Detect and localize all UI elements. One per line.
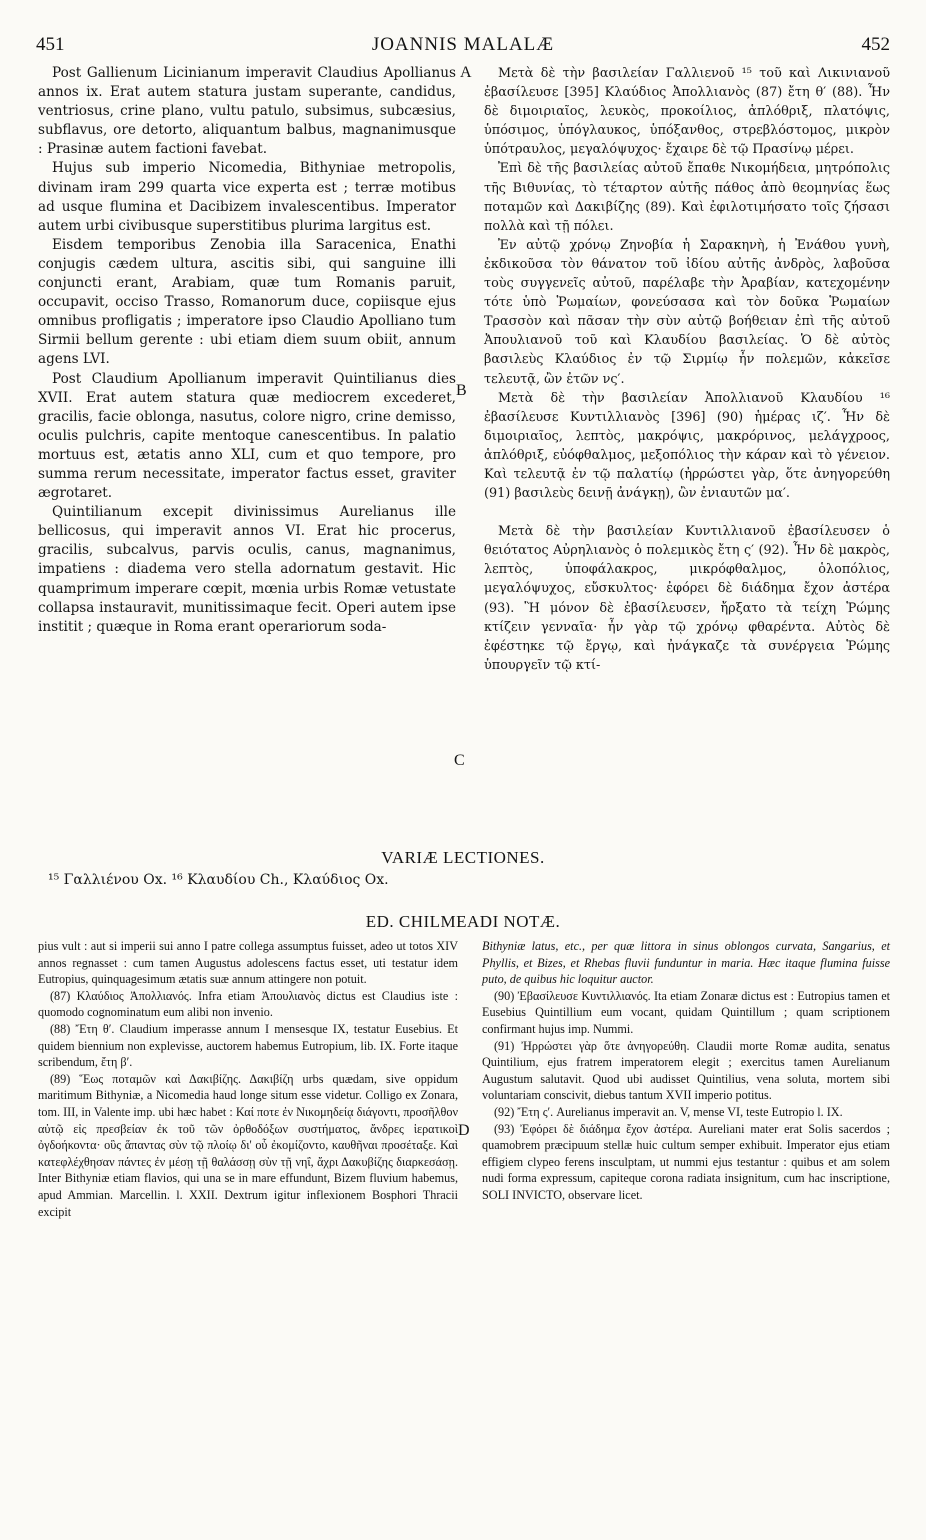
greek-column [484,64,890,675]
page-number-left: 451 [36,34,65,55]
page-number-right: 452 [861,34,890,55]
note-paragraph: (88) Ἔτη θ′. Claudium imperasse annum I mensesque IX, testatur Eusebius. Et quidem biennium non explevisse, auctorem habemus Eutropium, lib. IX. Forte itaque scribendum, ἔτη β′. [38,1021,458,1070]
margin-marker-d: D [458,1122,470,1139]
margin-marker-c: C [454,752,465,769]
greek-paragraph: Μετὰ δὲ τὴν βασιλείαν Γαλλιενοῦ ¹⁵ τοῦ καὶ Λικινιανοῦ ἐβασίλευσε [395] Κλαύδιος Ἀπολλιανὸς (87) ἔτη θ′ (88). Ἦν δὲ διμοιριαῖος, λευκὸς, προκοίλιος, ἁπλόθριξ, πλατόψις, ὑπόσιμος, ὑπόγλαυκος, ὑπόξανθος, στρεβλόστομος, μικρὸν ὑπότραυλος, μεγαλόψυχος· ἔχαιρε δὲ τῷ Πρασίνῳ μέρει. [484,66,890,158]
note-paragraph: (92) Ἔτη ς′. Aurelianus imperavit an. V, mense VI, teste Eutropio l. IX. [494,1104,843,1119]
notes-right-column [482,938,890,1204]
running-title: JOANNIS MALALÆ [371,34,555,55]
latin-paragraph: Post Gallienum Licinianum imperavit Claudius Apollianus annos ix. Erat autem statura justam superante, candidus, ventriosus, crine plano, vultu patulo, subsimus, subcæsius, subflavus, ore detorto, aliquantum balbus, magnanimusque : Prasinæ autem factioni favebat. [38,65,456,158]
margin-marker-a: A [460,64,472,81]
note-paragraph: (90) Ἐβασίλευσε Κυντιλλιανός. Ita etiam Zonaræ dictus est : Eutropius tamen et Eusebius Quintillium eum vocant, quidam Quintillum ; quam scriptionem confirmant hujus imp. Nummi. [482,988,890,1036]
variae-lectiones-heading: VARIÆ LECTIONES. [381,848,545,867]
note-paragraph: (89) Ἕως ποταμῶν καὶ Δακιβίζης. Δακιβίζη urbs quædam, sive oppidum maritimum Bithyniæ, a Nicomedia haud longe situm esse videtur. Colligo ex Zonara, tom. III, in Valente imp. ubi hæc habet : Καί ποτε ἐν Νικομηδείᾳ διάγοντι, προσῆλθον αὐτῷ εἰς πρεσβείαν ἐκ τοῦ τῶν ὀρθοδόξων συστήματος, ἄνδρες ἱερατικοὶ ὀγδοήκοντα· οὓς ἅπαντας σὺν τῷ πλοίῳ δι' οὗ ἐκομίζοντο, καυθῆναι προσέταξε. Καὶ κατεφλέχθησαν πάντες ἐν μέσῃ τῇ θαλάσσῃ σὺν τῇ νηΐ, ἄχρι Δακυβίζης διαρκεσάσῃ. Inter Bithyniæ etiam flavios, qui una se in mare effundunt, Bizem fluvium habemus, apud Ammian. Marcellin. l. XXII. Dextrum igitur inflexionem Bosphori Thracii excipit [38,1071,458,1219]
latin-paragraph: Hujus sub imperio Nicomedia, Bithyniae metropolis, divinam iram 299 quarta vice experta est ; terræ motibus ad usque flumina et Dacibizem invalescentibus. Imperator autem urbi civibusque superstitibus plurima largitus est. [38,160,456,234]
greek-paragraph: Μετὰ δὲ τὴν βασιλείαν Κυντιλλιανοῦ ἐβασίλευσεν ὁ θειότατος Αὐρηλιανὸς ὁ πολεμικὸς ἔτη ς′ (92). Ἦν δὲ μακρὸς, λεπτὸς, ὑποφάλακρος, μικρόφθαλμος, ὁλοπόλιος, μεγαλόψυχος, εὔσκυλτος· ἐφόρει δὲ διάδημα ἔχον ἀστέρα (93). Ἢ μόνον δὲ ἐβασίλευσεν, ἤρξατο τὰ τείχη Ῥώμης κτίζειν γενναῖα· ἦν γὰρ τῷ χρόνῳ φθαρέντα. Αὐτὸς δὲ ἐφέστηκε τῷ ἔργῳ, καὶ ἠνάγκαζε τὰ συνέργεια Ῥώμης ὑπουργεῖν τῷ κτί- [484,524,890,673]
variae-lectiones-line: ¹⁵ Γαλλιένου Ox. ¹⁶ Κλαυδίου Ch., Κλαύδιος Ox. [48,872,389,888]
note-paragraph: (93) Ἐφόρει δὲ διάδημα ἔχον ἀστέρα. Aureliani mater erat Solis sacerdos ; quamobrem præcipuum stellæ huic cultum semper exhibuit. Imperator ejus etiam effigiem clypeo ferens insculptam, ut nummi ejus testantur : quibus et am solem nudi forma expressum, capiteque corona radiata insignitum, cum hac inscriptione, SOLI INVICTO, observare licet. [482,1121,890,1202]
latin-paragraph: Eisdem temporibus Zenobia illa Saracenica, Enathi conjugis cædem ultura, ascitis sibi, qui sanguine illi conjuncti erant, Arabiam, quæ tum Romanis paruit, occupavit, occiso Trasso, Romanorum duce, copiisque ejus omnibus profligatis ; imperatore ipso Claudio Apolliano tum Sirmii bellum gerente : ubi etiam diem suum obiit, annum agens LVI. [38,236,456,368]
note-paragraph: (91) Ἠρρώστει γὰρ ὅτε ἀνηγορεύθη. Claudii morte Romæ audita, senatus Quintilium, ejus fratrem imperatorem elegit ; exercitus tamen Aurelianum Augustum salutavit. Quod ubi audisset Quintilius, vena soluta, mortem sibi voluntariam conscivit, diebus tantum XVII imperio potitus. [482,1038,890,1103]
latin-paragraph: Quintilianum excepit divinissimus Aurelianus ille bellicosus, qui imperavit annos VI. Erat hic procerus, gracilis, subcalvus, parvis oculis, canus, magnanimus, impatiens : diadema vero stella adornatum gestavit. Hic quamprimum imperare cœpit, mœnia urbis Romæ vetustate collapsa instauravit, munitissimaque fecit. Operi autem ipse institit ; quæque in Roma erant operariorum soda- [38,504,456,635]
margin-marker-b: B [456,382,467,399]
greek-paragraph: Ἐπὶ δὲ τῆς βασιλείας αὐτοῦ ἔπαθε Νικομήδεια, μητρόπολις τῆς Βιθυνίας, τὸ τέταρτον αὐτῆς πάθος ἀπὸ θεομηνίας ἕως ποταμῶν καὶ Δακιβίζης (89). Καὶ ἐφιλοτιμήσατο τοῖς ζήσασι πολλὰ καὶ τῇ πόλει. [484,161,890,234]
latin-paragraph: Post Claudium Apollianum imperavit Quintilianus dies XVII. Erat autem statura quæ mediocrem excederet, gracilis, facie oblonga, nasutus, colore nigro, crine demisso, oculis pulchris, capite mentoque canescentibus. In palatio mortuus est, ætatis anno XLI, cum et quo tempore, pro summa rerum necessitate, imperator factus esset, graviter ægrotaret. [38,370,456,502]
note-paragraph: (87) Κλαύδιος Ἀπολλιανός. Infra etiam Ἀπουλιανὸς dictus est Claudius iste : quomodo cognominatum eum alibi non invenio. [38,988,458,1020]
latin-column [38,64,456,637]
greek-paragraph: Ἐν αὐτῷ χρόνῳ Ζηνοβία ἡ Σαρακηνὴ, ἡ Ἐνάθου γυνὴ, ἐκδικοῦσα τὸν θάνατον τοῦ ἰδίου αὐτῆς ἀνδρὸς, λαβοῦσα τοὺς συγγενεῖς αὐτοῦ, παρέλαβε τὴν Ἀραβίαν, κατεχομένην τότε ὑπὸ Ῥωμαίων, φονεύσασα καὶ τὸν δοῦκα Ῥωμαίων Τρασσὸν καὶ πᾶσαν τὴν σὺν αὐτῷ βοήθειαν ἐπὶ τῆς αὐτοῦ Ἀπουλιανοῦ τοῦ καὶ Κλαυδίου βασιλείας. Ὁ δὲ αὐτὸς βασιλεὺς Κλαύδιος ἐν τῷ Σιρμίῳ ἦν πολεμῶν, κἀκεῖσε τελευτᾷ, ὢν ἐτῶν νς′. [484,237,890,387]
notes-heading: ED. CHILMEADI NOTÆ. [365,912,561,931]
greek-paragraph: Μετὰ δὲ τὴν βασιλείαν Ἀπολλιανοῦ Κλαυδίου ¹⁶ ἐβασίλευσε Κυντιλλιανὸς [396] (90) ἡμέρας ιζ′. Ἦν δὲ διμοιριαῖος, λεπτὸς, μακρόψις, μακρόρινος, μελάγχροος, ἁπλόθριξ, εὐόφθαλμος, μεξοπόλιος τὴν κάραν καὶ τὸ γένειον. Καὶ τελευτᾷ ἐν τῷ παλατίῳ (ἠρρώστει γὰρ, ὅτε ἀνηγορεύθη (91) βασιλεὺς δεινῇ ἀνάγκῃ), ὢν ἐνιαυτῶν μα′. [484,390,890,502]
notes-left-column [38,938,458,1220]
note-paragraph: pius vult : aut si imperii sui anno I patre collega assumptus fuisset, adeo ut totos XIV annos regnasset : cum tamen Augustus adolescens factus esset, uti testatur idem Eutropius, quinquagesimum ætatis suæ annum attingere non potuit. [38,939,458,987]
page-header [36,34,890,60]
note-paragraph: Bithyniæ latus, etc., per quæ littora in sinus oblongos curvata, Sangarius, et Phyllis, et Bizes, et Rhebas fluvii funduntur in maria. Hæc itaque flumina fuisse puto, de quibus hic loquitur auctor. [482,939,890,987]
